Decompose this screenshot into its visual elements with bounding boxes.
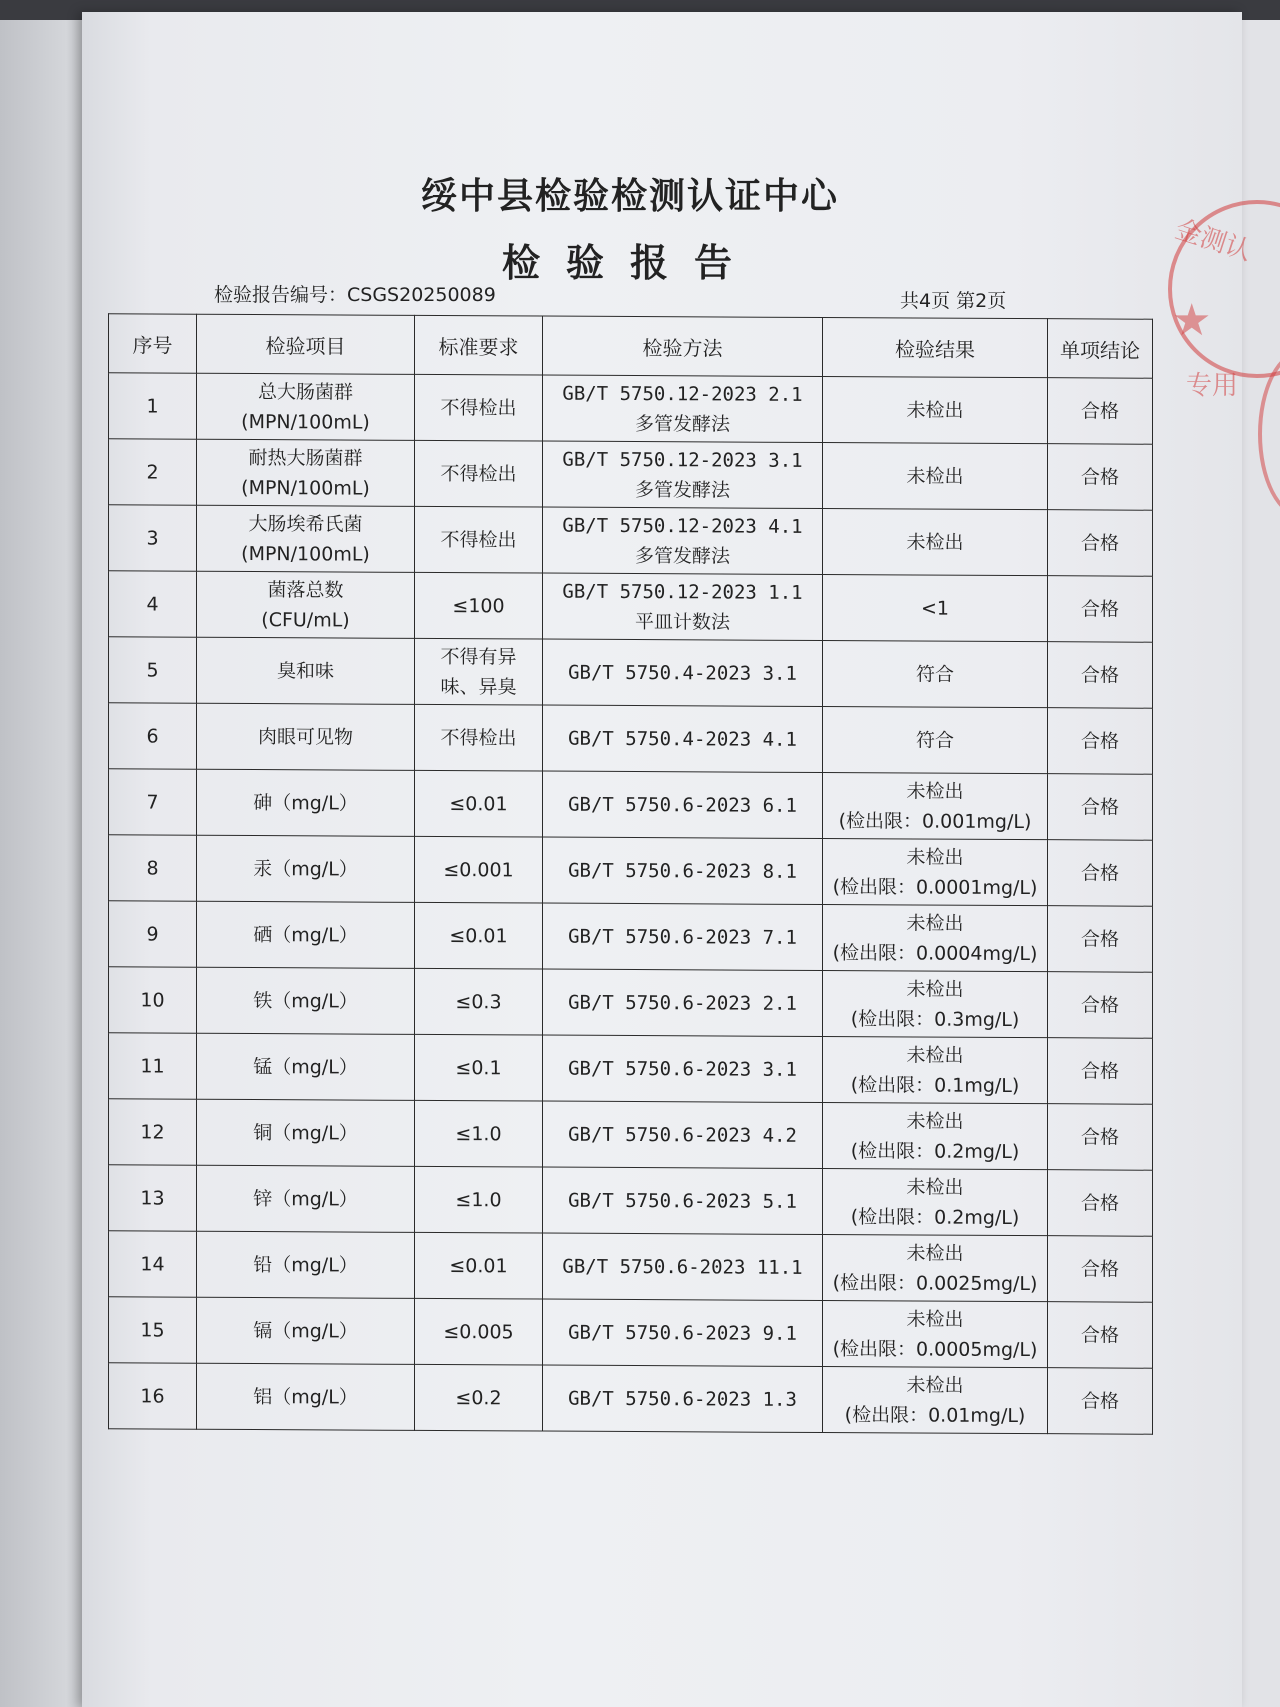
test-item-line: 总大肠菌群 [257,380,353,404]
test-result-line: 未检出 [906,398,964,422]
test-result-line: 未检出 [906,977,964,1001]
test-result [823,773,1048,840]
row-number: 8 [109,835,197,901]
table-row [109,1363,1153,1434]
standard-requirement [415,902,543,969]
standard-requirement-line: ≤1.0 [455,1188,502,1211]
test-result-line: 未检出 [906,1307,964,1331]
conclusion: 合格 [1048,510,1153,577]
test-item [197,1033,415,1100]
test-result [823,1235,1048,1302]
test-result-line: (检出限：0.0004mg/L) [832,941,1038,965]
test-result-line: 未检出 [906,1043,964,1067]
test-item [197,1165,415,1232]
test-method-line: 多管发酵法 [634,544,730,568]
standard-requirement-line: 不得有异 [440,645,517,668]
standard-requirement [415,1298,543,1365]
standard-requirement-line: ≤0.2 [455,1386,502,1409]
test-result-line: (检出限：0.0025mg/L) [832,1271,1038,1295]
test-item [197,703,415,770]
test-result [823,839,1048,906]
test-result [823,1367,1048,1434]
table-row [109,439,1153,510]
test-result [823,1103,1048,1170]
table-row [109,967,1153,1038]
row-number: 5 [109,637,197,703]
test-method-line: GB/T 5750.6-2023 2.1 [568,991,797,1015]
row-number: 13 [109,1165,197,1231]
test-item [197,967,415,1034]
test-result [823,1037,1048,1104]
standard-requirement-line: 味、异臭 [440,675,517,698]
table-row [109,769,1153,840]
table-header-row [109,314,1153,378]
report-title: 检验报告 [501,241,758,285]
header-result: 检验结果 [823,318,1048,378]
test-item-line: 肉眼可见物 [257,725,353,749]
conclusion: 合格 [1048,1170,1153,1237]
test-method-line: 多管发酵法 [634,478,730,502]
standard-requirement-line: ≤0.001 [443,858,514,881]
standard-requirement [415,638,543,705]
test-result-line: 未检出 [906,911,964,935]
test-result-line: (检出限：0.1mg/L) [850,1073,1020,1097]
test-method-line: GB/T 5750.6-2023 3.1 [568,1057,797,1081]
test-item-line: (CFU/mL) [261,608,350,632]
stamp-star-icon: ★ [1172,295,1212,346]
test-item-line: 砷（mg/L） [253,791,358,815]
header-method: 检验方法 [543,316,823,376]
standard-requirement [415,1034,543,1101]
row-number: 14 [109,1231,197,1297]
test-item [197,1231,415,1298]
test-result-line: (检出限：0.0001mg/L) [832,875,1038,899]
row-number: 1 [109,373,197,439]
test-result [823,905,1048,972]
test-result [823,1169,1048,1236]
test-item-line: 硒（mg/L） [253,923,358,947]
header-no: 序号 [109,314,197,373]
test-item-line: 镉（mg/L） [253,1319,358,1343]
test-result-line: (检出限：0.2mg/L) [850,1139,1020,1163]
standard-requirement-line: 不得检出 [440,462,517,485]
test-method [543,903,823,970]
left-page-edge [0,20,95,1707]
test-method-line: GB/T 5750.6-2023 1.3 [568,1387,797,1411]
stamp-text-top: 金测认 [1171,214,1255,268]
test-item-line: 菌落总数 [267,578,344,601]
stamp-text-bottom: 专用 [1186,371,1239,401]
standard-requirement [415,1364,543,1431]
test-method [543,969,823,1036]
test-item [197,373,415,440]
standard-requirement [415,440,543,507]
standard-requirement [415,704,543,771]
conclusion: 合格 [1048,840,1153,907]
conclusion: 合格 [1048,378,1153,445]
standard-requirement-line: ≤0.01 [449,792,508,815]
test-method [543,375,823,442]
standard-requirement-line: ≤1.0 [455,1122,502,1145]
row-number: 11 [109,1033,197,1099]
test-result [823,377,1048,444]
conclusion: 合格 [1048,1104,1153,1171]
test-result-line: 未检出 [906,464,964,488]
standard-requirement-line: ≤0.005 [443,1320,514,1343]
test-item-line: (MPN/100mL) [241,542,370,566]
test-item-line: 臭和味 [276,659,334,682]
test-method [543,1233,823,1300]
table-row [109,571,1153,642]
table-row [109,637,1153,708]
standard-requirement-line: 不得检出 [440,396,517,419]
test-result-line: (检出限：0.2mg/L) [850,1205,1020,1229]
test-item-line: (MPN/100mL) [241,410,370,434]
table-row [109,1231,1153,1302]
conclusion: 合格 [1048,1038,1153,1105]
test-result [823,971,1048,1038]
test-item [197,901,415,968]
table-row [109,505,1153,576]
conclusion: 合格 [1048,1302,1153,1369]
organization-title: 绥中县检验检测认证中心 [420,176,839,217]
test-result-line: 符合 [915,662,954,686]
conclusion: 合格 [1048,642,1153,709]
standard-requirement [415,374,543,441]
test-method [543,573,823,640]
test-result-line: (检出限：0.0005mg/L) [832,1337,1038,1361]
test-method-line: GB/T 5750.6-2023 7.1 [568,925,797,949]
test-result-line: 未检出 [906,845,964,869]
conclusion: 合格 [1048,576,1153,643]
report-number: 检验报告编号：CSGS20250089 [214,284,496,306]
test-method-line: GB/T 5750.6-2023 8.1 [568,859,797,883]
test-method-line: GB/T 5750.6-2023 6.1 [568,793,797,817]
test-item [197,835,415,902]
test-method-line: GB/T 5750.6-2023 9.1 [568,1321,797,1345]
test-method [543,771,823,838]
row-number: 7 [109,769,197,835]
conclusion: 合格 [1048,1368,1153,1435]
test-result [823,443,1048,510]
table-row [109,703,1153,774]
row-number: 12 [109,1099,197,1165]
test-result [823,509,1048,576]
standard-requirement [415,1166,543,1233]
table-row [109,901,1153,972]
header-standard: 标准要求 [415,315,543,375]
conclusion: 合格 [1048,1236,1153,1303]
test-result [823,641,1048,708]
standard-requirement [415,1232,543,1299]
standard-requirement [415,572,543,639]
test-result-line: 未检出 [906,1175,964,1199]
standard-requirement-line: ≤0.1 [455,1056,502,1079]
row-number: 15 [109,1297,197,1363]
test-item [197,571,415,638]
test-method [543,705,823,772]
test-result-line: <1 [920,597,949,620]
test-method-line: GB/T 5750.12-2023 3.1 [562,448,803,472]
row-number: 16 [109,1363,197,1429]
test-item-line: 汞（mg/L） [253,857,358,881]
test-item-line: 耐热大肠菌群 [248,446,363,470]
test-item [197,439,415,506]
test-method [543,837,823,904]
test-item-line: 铁（mg/L） [253,989,358,1013]
standard-requirement [415,1100,543,1167]
test-item-line: 铝（mg/L） [253,1385,358,1409]
test-item [197,637,415,704]
test-result-line: (检出限：0.001mg/L) [838,809,1032,833]
test-item-line: 锌（mg/L） [253,1187,358,1211]
test-item-line: 锰（mg/L） [253,1055,358,1079]
conclusion: 合格 [1048,906,1153,973]
standard-requirement-line: ≤100 [452,594,505,617]
inspection-table [108,313,1153,1434]
header-conclusion: 单项结论 [1048,319,1153,379]
conclusion: 合格 [1048,774,1153,841]
test-method-line: GB/T 5750.6-2023 11.1 [562,1255,803,1279]
row-number: 3 [109,505,197,571]
test-result [823,707,1048,774]
standard-requirement [415,836,543,903]
conclusion: 合格 [1048,444,1153,511]
test-method [543,441,823,508]
standard-requirement-line: ≤0.01 [449,924,508,947]
test-result-line: (检出限：0.01mg/L) [844,1403,1026,1427]
test-method [543,1299,823,1366]
row-number: 2 [109,439,197,505]
test-result [823,575,1048,642]
test-item [197,1099,415,1166]
test-method-line: GB/T 5750.6-2023 4.2 [568,1123,797,1147]
table-row [109,1165,1153,1236]
test-method-line: GB/T 5750.12-2023 1.1 [562,580,803,604]
test-item-line: 铜（mg/L） [253,1121,358,1145]
row-number: 6 [109,703,197,769]
test-method [543,639,823,706]
test-method-line: GB/T 5750.12-2023 4.1 [562,514,803,538]
conclusion: 合格 [1048,972,1153,1039]
test-method-line: GB/T 5750.4-2023 3.1 [568,661,797,685]
test-method-line: GB/T 5750.12-2023 2.1 [562,382,803,406]
test-result [823,1301,1048,1368]
standard-requirement [415,968,543,1035]
test-item [197,769,415,836]
page-info: 共4页 第2页 [900,290,1007,312]
table-row [109,1033,1153,1104]
test-item [197,1297,415,1364]
row-number: 4 [109,571,197,637]
table-row [109,1297,1153,1368]
test-item-line: 铅（mg/L） [253,1253,358,1277]
test-result-line: 未检出 [906,530,964,554]
test-result-line: 符合 [915,728,954,752]
test-method [543,1035,823,1102]
standard-requirement [415,506,543,573]
standard-requirement [415,770,543,837]
test-method-line: 平皿计数法 [634,610,730,634]
standard-requirement-line: 不得检出 [440,726,517,749]
test-result-line: 未检出 [906,1373,964,1397]
standard-requirement-line: ≤0.3 [455,990,502,1013]
row-number: 9 [109,901,197,967]
header-item: 检验项目 [197,314,415,374]
row-number: 10 [109,967,197,1033]
table-row [109,1099,1153,1170]
standard-requirement-line: 不得检出 [440,528,517,551]
test-item [197,1363,415,1430]
test-result-line: 未检出 [906,779,964,803]
test-method-line: GB/T 5750.4-2023 4.1 [568,727,797,751]
standard-requirement-line: ≤0.01 [449,1254,508,1277]
test-item-line: 大肠埃希氏菌 [248,512,363,536]
table-row [109,373,1153,444]
test-method-line: GB/T 5750.6-2023 5.1 [568,1189,797,1213]
test-method [543,1167,823,1234]
test-method-line: 多管发酵法 [634,412,730,436]
test-item [197,505,415,572]
test-method [543,1365,823,1432]
test-result-line: 未检出 [906,1241,964,1265]
conclusion: 合格 [1048,708,1153,775]
test-result-line: (检出限：0.3mg/L) [850,1007,1020,1031]
test-method [543,1101,823,1168]
table-row [109,835,1153,906]
test-method [543,507,823,574]
test-result-line: 未检出 [906,1109,964,1133]
test-item-line: (MPN/100mL) [241,476,370,500]
